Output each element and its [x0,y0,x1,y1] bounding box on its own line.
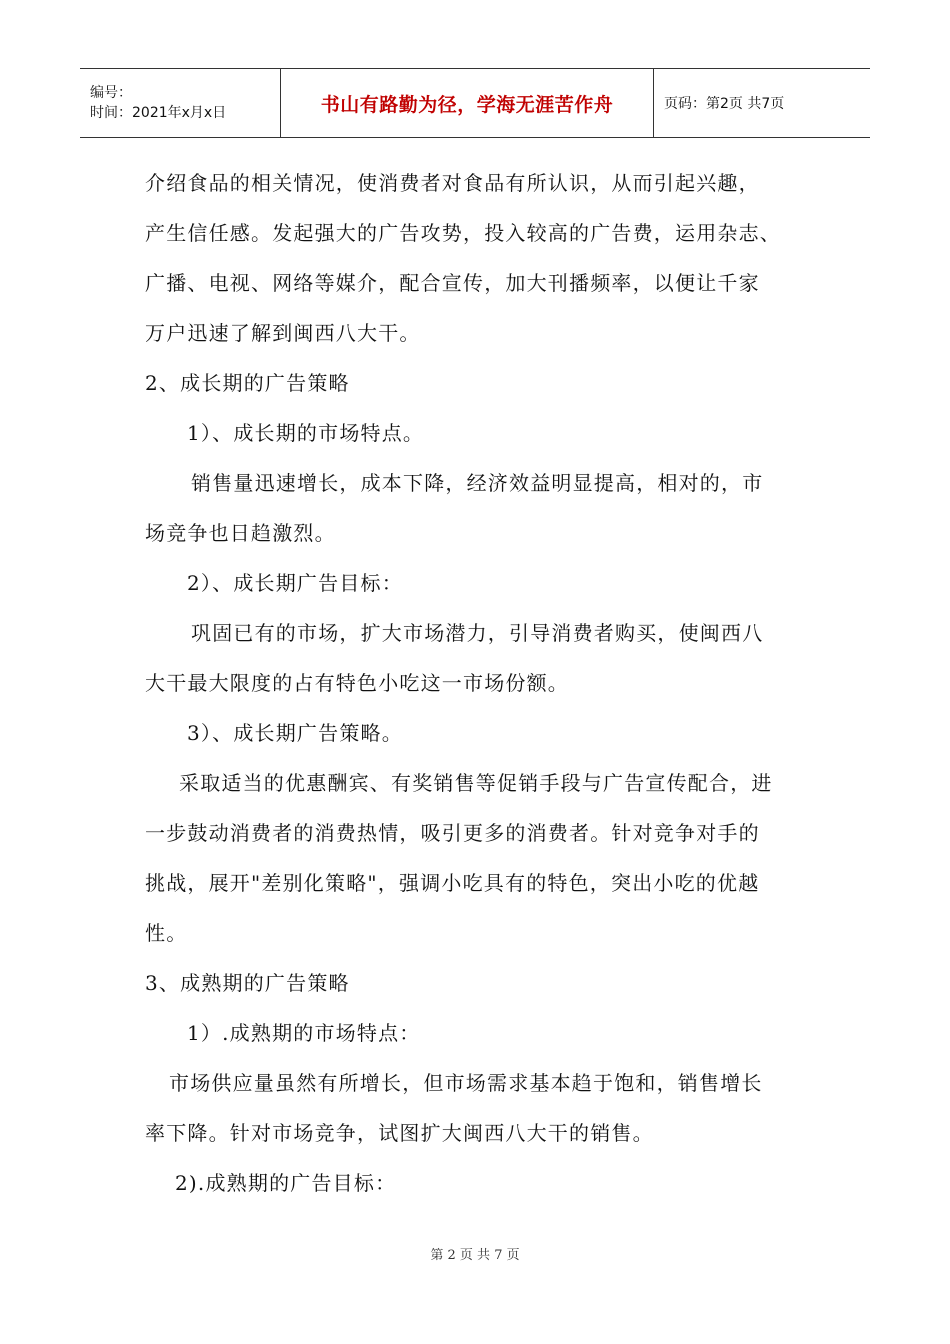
document-date: 时间：2021年x月x日 [90,105,227,121]
header-page-info: 页码：第2页 共7页 [664,96,785,112]
body-line: 3、成熟期的广告策略 [145,971,350,995]
body-line: 2、成长期的广告策略 [145,371,350,395]
body-line: 性。 [145,921,188,945]
body-line: 万户迅速了解到闽西八大干。 [145,321,421,345]
body-line: 挑战，展开"差别化策略"，强调小吃具有的特色，突出小吃的优越 [145,871,760,895]
body-line: 介绍食品的相关情况，使消费者对食品有所认识，从而引起兴趣， [145,171,760,195]
body-line: 销售量迅速增长，成本下降，经济效益明显提高，相对的，市 [191,471,764,495]
body-line: 一步鼓动消费者的消费热情，吸引更多的消费者。针对竞争对手的 [145,821,760,845]
body-line: 市场供应量虽然有所增长，但市场需求基本趋于饱和，销售增长 [169,1071,763,1095]
page-footer: 第 2 页 共 7 页 [430,1248,520,1263]
page-header [80,68,870,138]
body-line: 巩固已有的市场，扩大市场潜力，引导消费者购买，使闽西八 [191,621,764,645]
body-line: 采取适当的优惠酬宾、有奖销售等促销手段与广告宣传配合，进 [179,771,773,795]
body-line: 1）、成长期的市场特点。 [187,421,425,445]
body-line: 场竞争也日趋激烈。 [145,521,336,545]
document-body [145,158,825,1208]
header-meta [80,69,281,137]
body-line: 2）、成长期广告目标： [187,571,403,595]
header-motto: 书山有路勤为径，学海无涯苦作舟 [281,69,654,137]
document-number-label: 编号： [90,85,132,101]
body-line: 广播、电视、网络等媒介，配合宣传，加大刊播频率，以便让千家 [145,271,760,295]
body-line: 3）、成长期广告策略。 [187,721,403,745]
body-line: 产生信任感。发起强大的广告攻势，投入较高的广告费，运用杂志、 [145,221,781,245]
body-line: 率下降。针对市场竞争，试图扩大闽西八大干的销售。 [145,1121,654,1145]
body-line: 1）.成熟期的市场特点： [187,1021,421,1045]
body-line: 大干最大限度的占有特色小吃这一市场份额。 [145,671,569,695]
body-line: 2).成熟期的广告目标： [175,1171,397,1195]
